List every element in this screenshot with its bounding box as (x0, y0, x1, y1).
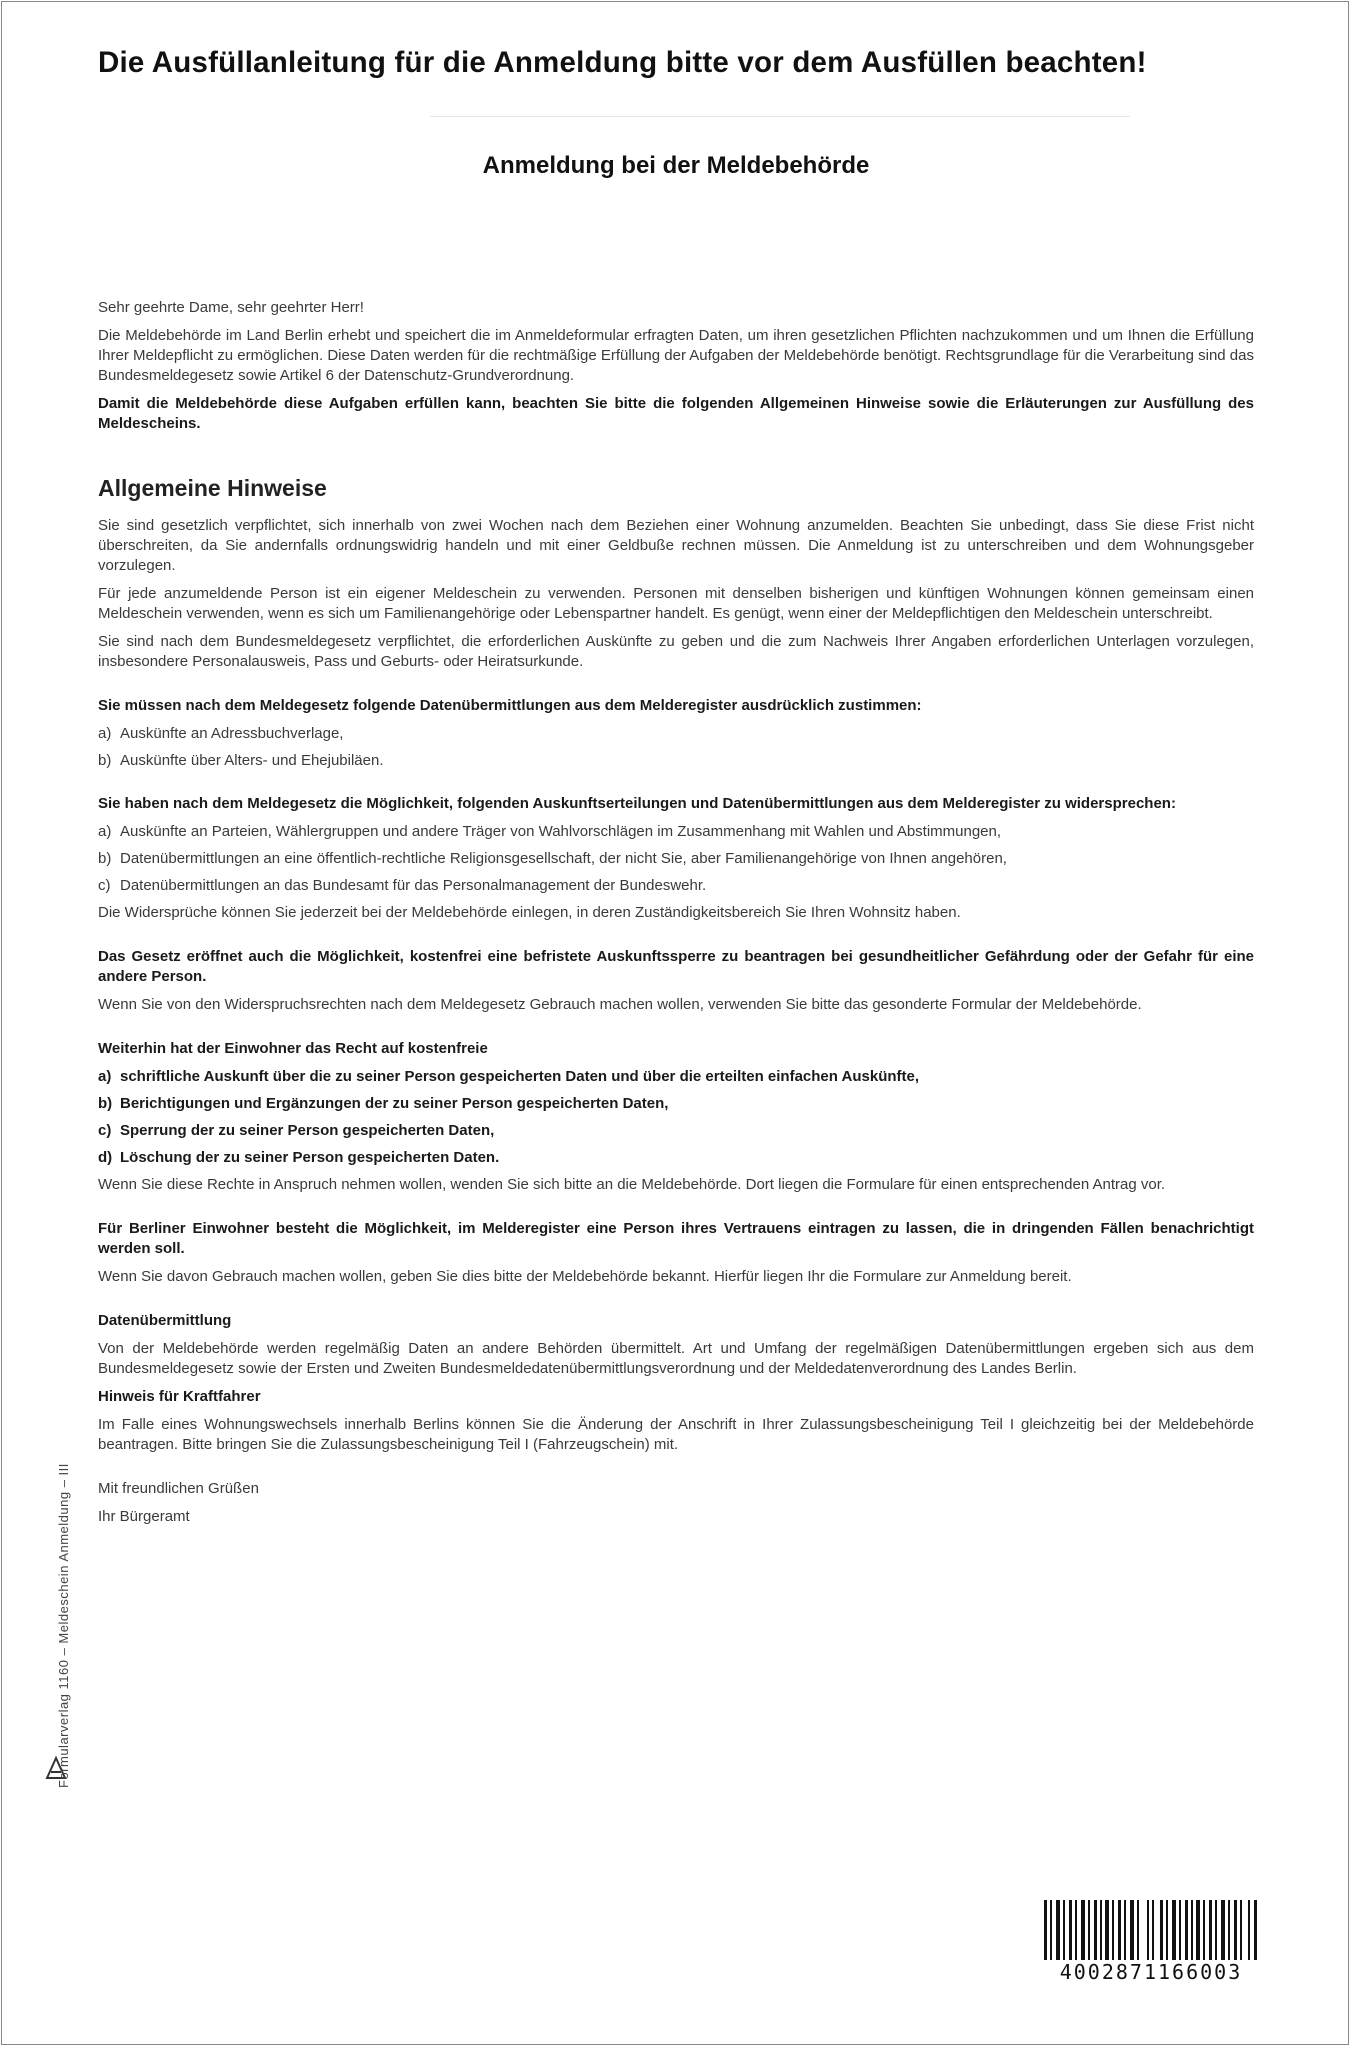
list-text: Auskünfte an Parteien, Wählergruppen und andere Träger von Wahlvorschlägen im Zusammenhang mit Wahlen und Abstimmungen, (120, 823, 1002, 840)
list-item (98, 751, 1254, 771)
form-title: Anmeldung bei der Meldebehörde (482, 152, 870, 179)
list-text: Datenübermittlungen an das Bundesamt für das Personalmanagement der Bundeswehr. (120, 877, 707, 894)
consent-heading: Sie müssen nach dem Meldegesetz folgende Datenübermittlungen aus dem Melderegister ausdrücklich zustimmen: (98, 697, 922, 714)
general-paragraph-8: Von der Meldebehörde werden regelmäßig Daten an andere Behörden übermittelt. Art und Umfang der regelmäßigen Datenübermittlungen ergeben sich aus dem Bundesmeldegesetz sowie der Ersten und Zweiten Bundesmeldedatenübermittlungsverordnung und der Meldedatenverordnung des Landes Berlin. (98, 1340, 1254, 1377)
list-item (98, 1148, 1254, 1168)
general-paragraph-4: Die Widersprüche können Sie jederzeit bei der Meldebehörde einlegen, in deren Zuständigkeitsbereich Sie Ihren Wohnsitz haben. (98, 904, 961, 921)
spacer (98, 680, 1254, 696)
list-item (98, 1094, 1254, 1114)
list-marker: b) (98, 752, 112, 769)
list-text: Auskünfte über Alters- und Ehejubiläen. (120, 752, 384, 769)
form-number-label: Formularverlag 1160 – Meldeschein Anmeldung – III (56, 1463, 71, 1788)
list-item (98, 876, 1254, 896)
general-paragraph-6: Wenn Sie diese Rechte in Anspruch nehmen wollen, wenden Sie sich bitte an die Meldebehörde. Dort liegen die Formulare für einen entsprechenden Antrag vor. (98, 1176, 1166, 1193)
list-item (98, 1067, 1254, 1087)
objection-heading: Sie haben nach dem Meldegesetz die Möglichkeit, folgenden Auskunftserteilungen und Datenübermittlungen aus dem Melderegister zu widersprechen: (98, 795, 1176, 812)
list-text: Löschung der zu seiner Person gespeicherten Daten. (120, 1149, 500, 1166)
list-text: Datenübermittlungen an eine öffentlich-rechtliche Religionsgesellschaft, der nicht Sie, aber Familienangehörige von Ihnen angehören, (120, 850, 1007, 867)
divider (430, 116, 1130, 117)
list-marker: b) (98, 850, 112, 867)
list-item (98, 822, 1254, 842)
contact-person-heading: Für Berliner Einwohner besteht die Möglichkeit, im Melderegister eine Person ihres Vertrauens eintragen zu lassen, die in dringenden Fällen benachrichtigt werden soll. (98, 1220, 1254, 1257)
rights-heading: Weiterhin hat der Einwohner das Recht auf kostenfreie (98, 1040, 488, 1057)
list-marker: d) (98, 1149, 113, 1166)
closing: Mit freundlichen Grüßen (98, 1480, 259, 1497)
spacer (98, 931, 1254, 947)
intro-paragraph-2-text: Damit die Meldebehörde diese Aufgaben erfüllen kann, beachten Sie bitte die folgenden Allgemeinen Hinweise sowie die Erläuterungen zur Ausfüllung des Meldescheins. (98, 395, 1254, 432)
spacer (98, 1295, 1254, 1311)
consent-list (98, 724, 1254, 771)
list-marker: c) (98, 1122, 112, 1139)
greeting: Sehr geehrte Dame, sehr geehrter Herr! (98, 299, 364, 316)
spacer (98, 1203, 1254, 1219)
spacer (98, 778, 1254, 794)
rights-list (98, 1067, 1254, 1168)
drivers-heading: Hinweis für Kraftfahrer (98, 1388, 261, 1405)
list-text: Berichtigungen und Ergänzungen der zu seiner Person gespeicherten Daten, (120, 1095, 669, 1112)
list-marker: a) (98, 823, 112, 840)
list-text: schriftliche Auskunft über die zu seiner Person gespeicherten Daten und über die erteilten einfachen Auskünfte, (120, 1068, 920, 1085)
list-marker: c) (98, 877, 111, 894)
general-paragraph-3: Sie sind nach dem Bundesmeldegesetz verpflichtet, die erforderlichen Auskünfte zu geben und die zum Nachweis Ihrer Angaben erforderlichen Unterlagen vorzulegen, insbesondere Personalausweis, Pass und Geburts- oder Heiratsurkunde. (98, 633, 1254, 670)
letter-body (98, 298, 1254, 1535)
list-text: Sperrung der zu seiner Person gespeicherten Daten, (120, 1122, 495, 1139)
spacer (98, 1023, 1254, 1039)
intro-paragraph-2 (98, 394, 1254, 434)
list-marker: a) (98, 725, 112, 742)
general-paragraph-1: Sie sind gesetzlich verpflichtet, sich innerhalb von zwei Wochen nach dem Beziehen einer Wohnung anzumelden. Beachten Sie unbedingt, dass Sie diese Frist nicht überschreiten, da Sie andernfalls ordnungswidrig handeln und mit einer Geldbuße rechnen müssen. Die Anmeldung ist zu unterschreiben und dem Wohnungsgeber vorzulegen. (98, 517, 1254, 574)
signature: Ihr Bürgeramt (98, 1508, 190, 1525)
data-transfer-heading: Datenübermittlung (98, 1312, 232, 1329)
intro-paragraph-1: Die Meldebehörde im Land Berlin erhebt und speichert die im Anmeldeformular erfragten Daten, um ihren gesetzlichen Pflichten nachzukommen und um Ihnen die Erfüllung Ihrer Meldepflicht zu ermöglichen. Diese Daten werden für die rechtmäßige Erfüllung der Aufgaben der Meldebehörde benötigt. Rechtsgrundlage für die Verarbeitung sind das Bundesmeldegesetz sowie Artikel 6 der Datenschutz-Grundverordnung. (98, 327, 1254, 384)
instruction-headline: Die Ausfüllanleitung für die Anmeldung bitte vor dem Ausfüllen beachten! (98, 46, 1147, 79)
general-paragraph-5: Wenn Sie von den Widerspruchsrechten nach dem Meldegesetz Gebrauch machen wollen, verwenden Sie bitte das gesonderte Formular der Meldebehörde. (98, 996, 1142, 1013)
list-item (98, 1121, 1254, 1141)
section-title-general: Allgemeine Hinweise (98, 475, 327, 501)
general-paragraph-2: Für jede anzumeldende Person ist ein eigener Meldeschein zu verwenden. Personen mit denselben bisherigen und künftigen Wohnungen können gemeinsam einen Meldeschein verwenden, wenn es sich um Familienangehörige oder Lebenspartner handelt. Es genügt, wenn einer der Meldepflichtigen den Meldeschein unterschreibt. (98, 585, 1254, 622)
list-marker: b) (98, 1095, 113, 1112)
list-item (98, 724, 1254, 744)
list-marker: a) (98, 1068, 112, 1085)
objection-list (98, 822, 1254, 896)
general-paragraph-9: Im Falle eines Wohnungswechsels innerhalb Berlins können Sie die Änderung der Anschrift in Ihrer Zulassungsbescheinigung Teil I gleichzeitig bei der Meldebehörde beantragen. Bitte bringen Sie die Zulassungsbescheinigung Teil I (Fahrzeugschein) mit. (98, 1416, 1254, 1453)
barcode-number: 4002871166003 (1040, 1960, 1262, 1984)
list-text: Auskünfte an Adressbuchverlage, (120, 725, 344, 742)
general-paragraph-7: Wenn Sie davon Gebrauch machen wollen, geben Sie dies bitte der Meldebehörde bekannt. Hierfür liegen Ihr die Formulare zur Anmeldung bereit. (98, 1268, 1072, 1285)
list-item (98, 849, 1254, 869)
block-notice-heading: Das Gesetz eröffnet auch die Möglichkeit, kostenfrei eine befristete Auskunftssperre zu beantragen bei gesundheitlicher Gefährdung oder der Gefahr für eine andere Person. (98, 948, 1254, 985)
spacer (98, 1463, 1254, 1479)
